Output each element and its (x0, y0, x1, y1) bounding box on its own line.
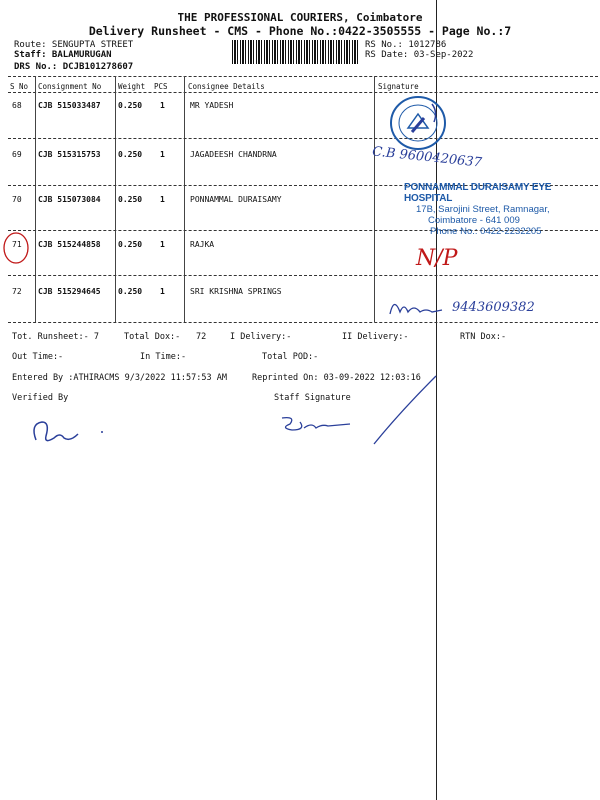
drs-number: DRS No.: DCJB101278607 (14, 62, 134, 72)
out-time: Out Time:- (12, 352, 64, 362)
row-rule (8, 138, 598, 139)
runsheet-subtitle: Delivery Runsheet - CMS - Phone No.:0422-3505555 - Page No.:7 (88, 24, 512, 38)
hospital-city: Coimbatore - 641 009 (428, 215, 520, 226)
col-sep-1 (35, 76, 36, 322)
barcode (232, 40, 360, 64)
company-title: THE PROFESSIONAL COURIERS, Coimbatore (177, 11, 423, 24)
rs-number: RS No.: 1012786 (365, 40, 447, 50)
row-sno: 71 (12, 240, 22, 249)
rtn-dox: RTN Dox:- (460, 332, 507, 342)
col-header-signature: Signature (378, 82, 419, 91)
entered-by: Entered By :ATHIRACMS 9/3/2022 11:57:53 AM (12, 373, 227, 383)
table-top-rule (8, 76, 598, 77)
total-dox-label: Total Dox:- (124, 332, 181, 342)
total-dox-value: 72 (196, 332, 207, 342)
row-consignee: SRI KRISHNA SPRINGS (190, 287, 282, 296)
row-weight: 0.250 (118, 195, 143, 204)
handwritten-np-mark: N/P (416, 246, 458, 271)
row-rule (8, 275, 598, 276)
in-time: In Time:- (140, 352, 187, 362)
col-sep-2 (115, 76, 116, 322)
col-header-pcs: PCS (154, 82, 168, 91)
staff-signature-label: Staff Signature (274, 393, 351, 403)
table-header-rule (8, 92, 598, 93)
pen-stroke (370, 372, 440, 452)
row-weight: 0.250 (118, 240, 143, 249)
row-weight: 0.250 (118, 101, 143, 110)
rs-date: RS Date: 03-Sep-2022 (365, 50, 474, 60)
row-consignment: CJB 515244858 (38, 240, 101, 249)
red-circle-mark (0, 228, 34, 268)
hospital-phone: Phone No.: 0422-2232205 (430, 226, 542, 237)
row-pcs: 1 (160, 195, 165, 204)
verified-signature (28, 412, 108, 448)
row-consignee: JAGADEESH CHANDRNA (190, 150, 277, 159)
row-sno: 70 (12, 195, 22, 204)
table-bottom-rule (8, 322, 598, 323)
staff-label: Staff: BALAMURUGAN (14, 50, 112, 60)
row-pcs: 1 (160, 150, 165, 159)
row-weight: 0.250 (118, 287, 143, 296)
row-consignment: CJB 515294645 (38, 287, 101, 296)
row-sno: 68 (12, 101, 22, 110)
col-sep-3 (184, 76, 185, 322)
hospital-stamp (404, 182, 600, 237)
row-pcs: 1 (160, 101, 165, 110)
col-sep-4 (374, 76, 375, 322)
row-consignee: RAJKA (190, 240, 215, 249)
hospital-name: PONNAMMAL DURAISAMY EYE HOSPITAL (404, 182, 552, 204)
total-runsheet: Tot. Runsheet:- 7 (12, 332, 99, 342)
reprinted-on: Reprinted On: 03-09-2022 12:03:16 (252, 373, 421, 383)
row-consignment: CJB 515033487 (38, 101, 101, 110)
total-pod: Total POD:- (262, 352, 319, 362)
hospital-address: 17B, Sarojini Street, Ramnagar, (416, 204, 550, 215)
col-header-weight: Weight (118, 82, 146, 91)
row-weight: 0.250 (118, 150, 143, 159)
handwritten-phone-row72: 9443609382 (452, 300, 535, 315)
row-consignment: CJB 515315753 (38, 150, 101, 159)
handwritten-phone-row69: C.B 9600420637 (371, 144, 483, 171)
staff-signature (276, 412, 356, 438)
route-label: Route: SENGUPTA STREET (14, 40, 134, 50)
row-pcs: 1 (160, 240, 165, 249)
col-header-sno: S No (10, 82, 29, 91)
col-header-consignment: Consignment No (38, 82, 102, 91)
row-pcs: 1 (160, 287, 165, 296)
col-header-consignee: Consignee Details (188, 82, 265, 91)
row-sno: 72 (12, 287, 22, 296)
i-delivery: I Delivery:- (230, 332, 292, 342)
row-consignee: PONNAMMAL DURAISAMY (190, 195, 282, 204)
company-seal-stamp (388, 94, 448, 152)
row-consignment: CJB 515073084 (38, 195, 101, 204)
row-sno: 69 (12, 150, 22, 159)
ii-delivery: II Delivery:- (342, 332, 409, 342)
handwritten-signature-row72 (386, 294, 446, 320)
verified-by: Verified By (12, 393, 69, 403)
row-consignee: MR YADESH (190, 101, 234, 110)
